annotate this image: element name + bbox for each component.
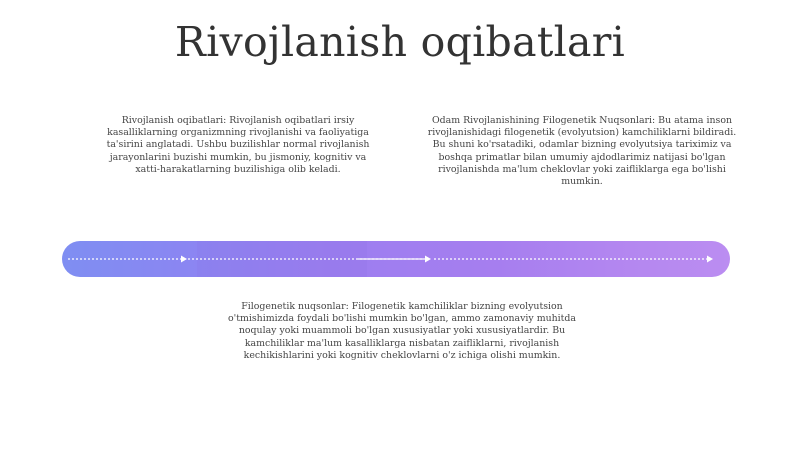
arrow-right-icon bbox=[358, 256, 431, 263]
text-block-left: Rivojlanish oqibatlari: Rivojlanish oqibatlari irsiy kasalliklarning organizmning rivojlanishi va faoliyatiga ta'sirini anglatadi. Ushbu buzilishlar normal rivojlanish jarayonlarini buzishi mumkin, bu jismoniy, kognitiv va xatti-harakatlarning buzilishiga olib keladi. bbox=[106, 115, 370, 175]
arrow-right-icon bbox=[707, 256, 713, 263]
timeline-bar bbox=[62, 241, 730, 277]
slide-title: Rivojlanish oqibatlari bbox=[174, 18, 626, 66]
arrow-right-icon bbox=[180, 256, 187, 263]
text-block-right: Odam Rivojlanishining Filogenetik Nuqsonlari: Bu atama inson rivojlanishidagi filogenetik (evolyutsion) kamchiliklarni bildiradi. Bu shuni ko'rsatadiki, odamlar bizning evolyutsiya tariximiz va boshqa primatlar bilan umumiy ajdodlarimiz natijasi bo'lgan rivojlanishda ma'lum cheklovlar yoki zaifliklarga ega bo'lishi mumkin. bbox=[427, 115, 737, 188]
timeline-arrows bbox=[62, 241, 730, 277]
text-block-bottom: Filogenetik nuqsonlar: Filogenetik kamchiliklar bizning evolyutsion o'tmishimizda foydali bo'lishi mumkin bo'lgan, ammo zamonaviy muhitda noqulay yoki muammoli bo'lgan xususiyatlar yoki xususiyatlardir. Bu kamchiliklar ma'lum kasalliklarga nisbatan zaifliklarni, rivojlanish kechikishlarini yoki kognitiv cheklovlarni o'z ichiga olishi mumkin. bbox=[227, 301, 577, 361]
